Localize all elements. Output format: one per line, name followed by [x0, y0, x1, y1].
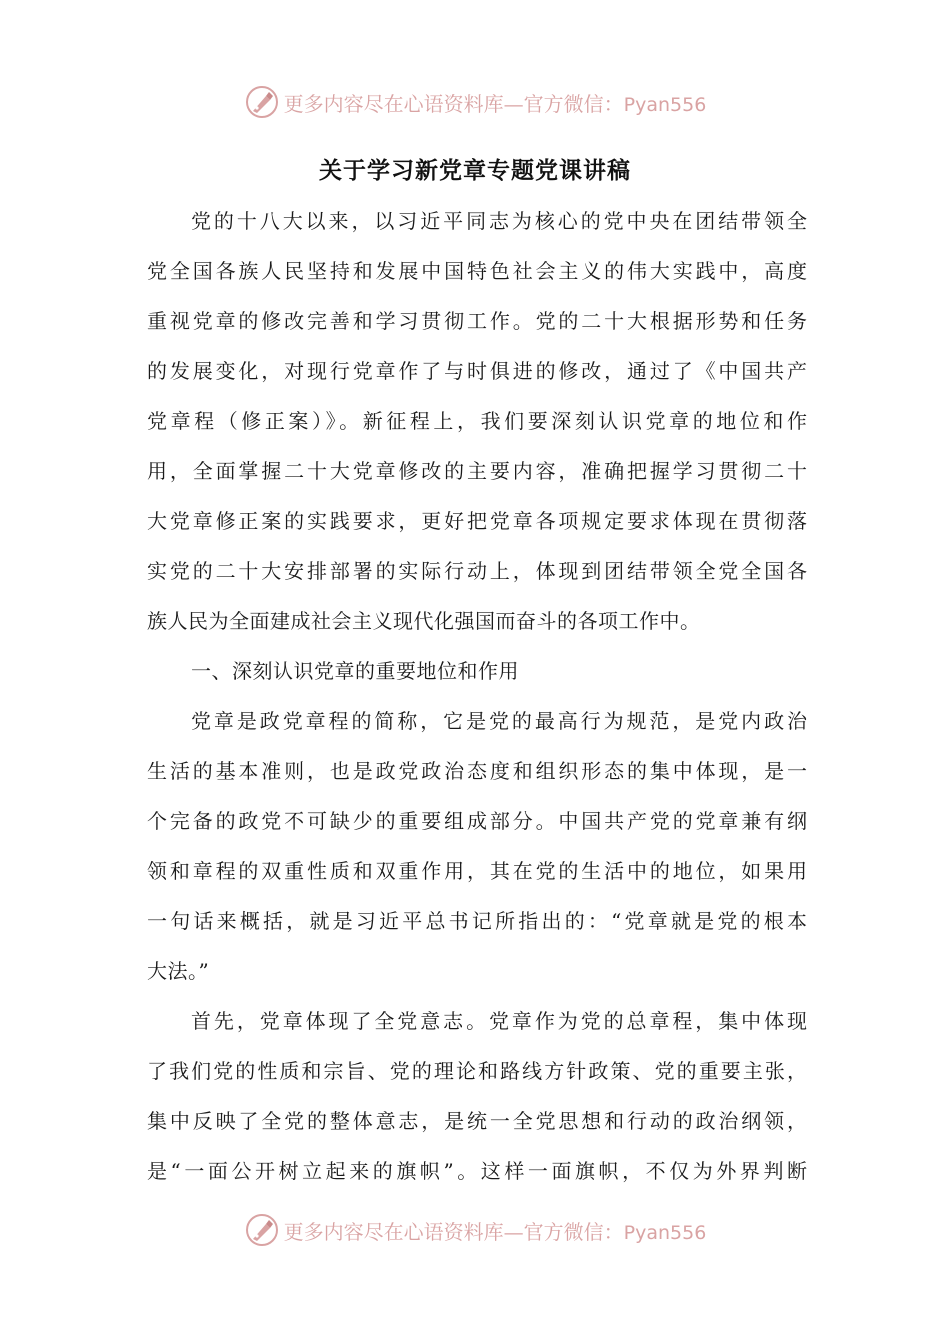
- paragraph-line: 是“一面公开树立起来的旗帜”。这样一面旗帜，不仅为外界判断: [147, 1159, 807, 1183]
- paragraph-line: 的发展变化，对现行党章作了与时俱进的修改，通过了《中国共产: [147, 359, 807, 383]
- paragraph-line: 首先，党章体现了全党意志。党章作为党的总章程，集中体现: [191, 1009, 807, 1033]
- banner-text-cn: 更多内容尽在心语资料库—官方微信：: [283, 91, 624, 116]
- pen-nib-circle-icon: [244, 1212, 280, 1248]
- paragraph-line: 重视党章的修改完善和学习贯彻工作。党的二十大根据形势和任务: [147, 309, 807, 333]
- paragraph-line: 领和章程的双重性质和双重作用，其在党的生活中的地位，如果用: [147, 859, 807, 883]
- header-watermark-banner: [0, 82, 950, 122]
- banner-text-cn: 更多内容尽在心语资料库—官方微信：: [283, 1219, 624, 1244]
- paragraph-line: 大法。”: [147, 959, 210, 983]
- paragraph-line: 一句话来概括，就是习近平总书记所指出的：“党章就是党的根本: [147, 909, 807, 933]
- paragraph-line: 党章程（修正案）》。新征程上，我们要深刻认识党章的地位和作: [147, 409, 807, 433]
- paragraph-line: 了我们党的性质和宗旨、党的理论和路线方针政策、党的重要主张，: [147, 1059, 807, 1083]
- paragraph-line: 生活的基本准则，也是政党政治态度和组织形态的集中体现，是一: [147, 759, 807, 783]
- paragraph-line: 个完备的政党不可缺少的重要组成部分。中国共产党的党章兼有纲: [147, 809, 807, 833]
- footer-watermark-banner: [0, 1210, 950, 1250]
- paragraph-line: 实党的二十大安排部署的实际行动上，体现到团结带领全党全国各: [147, 559, 807, 583]
- paragraph-line: 党全国各族人民坚持和发展中国特色社会主义的伟大实践中，高度: [147, 259, 807, 283]
- banner-wechat-id: Pyan556: [623, 93, 707, 116]
- paragraph-line: 用，全面掌握二十大党章修改的主要内容，准确把握学习贯彻二十: [147, 459, 807, 483]
- paragraph-line: 族人民为全面建成社会主义现代化强国而奋斗的各项工作中。: [147, 609, 701, 633]
- paragraph-line: 大党章修正案的实践要求，更好把党章各项规定要求体现在贯彻落: [147, 509, 807, 533]
- paragraph-line: 党的十八大以来，以习近平同志为核心的党中央在团结带领全: [191, 209, 807, 233]
- paragraph-line: 集中反映了全党的整体意志，是统一全党思想和行动的政治纲领，: [147, 1109, 807, 1133]
- document-body: [147, 196, 807, 1196]
- banner-wechat-id: Pyan556: [623, 1221, 707, 1244]
- pen-nib-circle-icon: [244, 84, 280, 120]
- paragraph-line: 党章是政党章程的简称，它是党的最高行为规范，是党内政治: [191, 709, 807, 733]
- document-title: 关于学习新党章专题党课讲稿: [319, 158, 631, 184]
- section-heading: 一、深刻认识党章的重要地位和作用: [191, 659, 519, 683]
